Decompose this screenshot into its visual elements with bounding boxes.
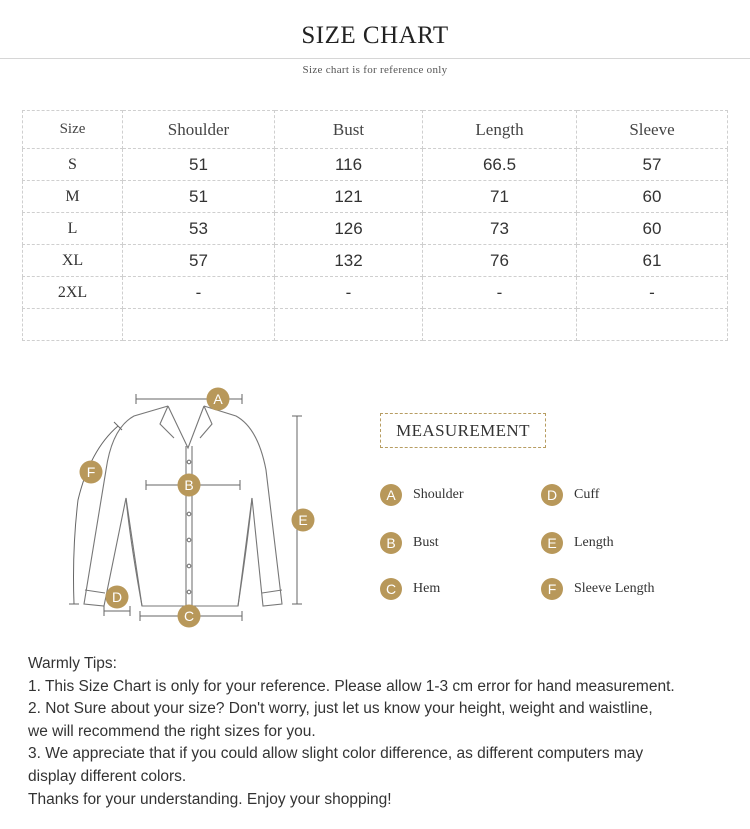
svg-text:F: F <box>86 464 96 480</box>
legend-marker-f: F <box>541 578 563 600</box>
column-header-size: Size <box>23 111 123 149</box>
legend-marker-d: D <box>541 484 563 506</box>
table-cell: 60 <box>577 213 728 245</box>
tip-line: 3. We appreciate that if you could allow slight color difference, as different computers may <box>28 745 644 763</box>
table-cell: 116 <box>275 149 423 181</box>
legend-label: Sleeve Length <box>574 581 655 596</box>
table-cell: 60 <box>577 181 728 213</box>
tips-closing: Thanks for your understanding. Enjoy your shopping! <box>28 790 392 808</box>
table-cell-size: 2XL <box>23 277 123 309</box>
legend-item-cuff <box>541 484 599 506</box>
size-table <box>22 110 728 341</box>
table-cell: 71 <box>423 181 577 213</box>
svg-text:E: E <box>298 512 308 528</box>
table-cell-size: XL <box>23 245 123 277</box>
table-cell <box>123 309 275 341</box>
table-cell: - <box>275 277 423 309</box>
measure-marker-a <box>207 388 230 411</box>
measure-marker-b <box>178 474 201 497</box>
table-cell: 57 <box>577 149 728 181</box>
column-header-bust: Bust <box>275 111 423 149</box>
table-cell: 76 <box>423 245 577 277</box>
measure-marker-d <box>106 586 129 609</box>
measure-marker-f <box>80 461 103 484</box>
table-cell: - <box>423 277 577 309</box>
legend-item-bust <box>380 532 439 554</box>
measure-marker-e <box>292 509 315 532</box>
table-row <box>23 277 728 309</box>
table-cell-size: M <box>23 181 123 213</box>
table-cell <box>577 309 728 341</box>
table-cell-size: S <box>23 149 123 181</box>
legend-marker-e: E <box>541 532 563 554</box>
table-cell: 61 <box>577 245 728 277</box>
table-row <box>23 149 728 181</box>
tip-line: 1. This Size Chart is only for your reference. Please allow 1-3 cm error for hand measurement. <box>28 677 675 695</box>
table-cell: 66.5 <box>423 149 577 181</box>
table-cell <box>275 309 423 341</box>
svg-text:C: C <box>183 608 195 624</box>
table-header-row <box>23 111 728 149</box>
svg-text:B: B <box>184 477 194 493</box>
legend-label: Hem <box>413 581 441 596</box>
legend-label: Length <box>574 535 614 550</box>
table-row-empty <box>23 309 728 341</box>
tip-line: 2. Not Sure about your size? Don't worry, just let us know your height, weight and waistline, <box>28 700 653 718</box>
table-cell: 121 <box>275 181 423 213</box>
page-subtitle: Size chart is for reference only <box>302 64 448 76</box>
table-cell: - <box>123 277 275 309</box>
tips-heading: Warmly Tips: <box>28 655 117 672</box>
table-row <box>23 213 728 245</box>
table-row <box>23 245 728 277</box>
title-divider <box>0 58 750 59</box>
shirt-outline <box>84 406 282 606</box>
table-cell-size <box>23 309 123 341</box>
table-cell: 51 <box>123 181 275 213</box>
legend-marker-c: C <box>380 578 402 600</box>
table-cell: 53 <box>123 213 275 245</box>
legend-label: Bust <box>413 535 439 550</box>
collar-outline <box>160 406 212 448</box>
column-header-shoulder: Shoulder <box>123 111 275 149</box>
legend-label: Shoulder <box>413 487 464 502</box>
table-cell: - <box>577 277 728 309</box>
legend-marker-a: A <box>380 484 402 506</box>
legend-item-length <box>541 532 614 554</box>
table-cell-size: L <box>23 213 123 245</box>
shirt-diagram <box>60 380 330 640</box>
tip-line: display different colors. <box>28 767 187 785</box>
tip-line: we will recommend the right sizes for you. <box>28 722 316 740</box>
table-cell: 126 <box>275 213 423 245</box>
svg-text:A: A <box>213 391 223 407</box>
measurement-heading: MEASUREMENT <box>380 413 546 448</box>
table-row <box>23 181 728 213</box>
legend-marker-b: B <box>380 532 402 554</box>
table-cell: 51 <box>123 149 275 181</box>
table-cell <box>423 309 577 341</box>
table-cell: 73 <box>423 213 577 245</box>
table-cell: 57 <box>123 245 275 277</box>
warm-tips <box>28 653 743 811</box>
legend-item-hem <box>380 578 440 600</box>
svg-text:D: D <box>111 589 123 605</box>
legend-label: Cuff <box>574 487 600 502</box>
page-title: SIZE CHART <box>301 22 449 49</box>
legend-item-shoulder <box>380 484 464 506</box>
measure-marker-c <box>178 605 201 628</box>
column-header-sleeve: Sleeve <box>577 111 728 149</box>
legend-item-sleeve-length <box>541 578 654 600</box>
table-cell: 132 <box>275 245 423 277</box>
column-header-length: Length <box>423 111 577 149</box>
